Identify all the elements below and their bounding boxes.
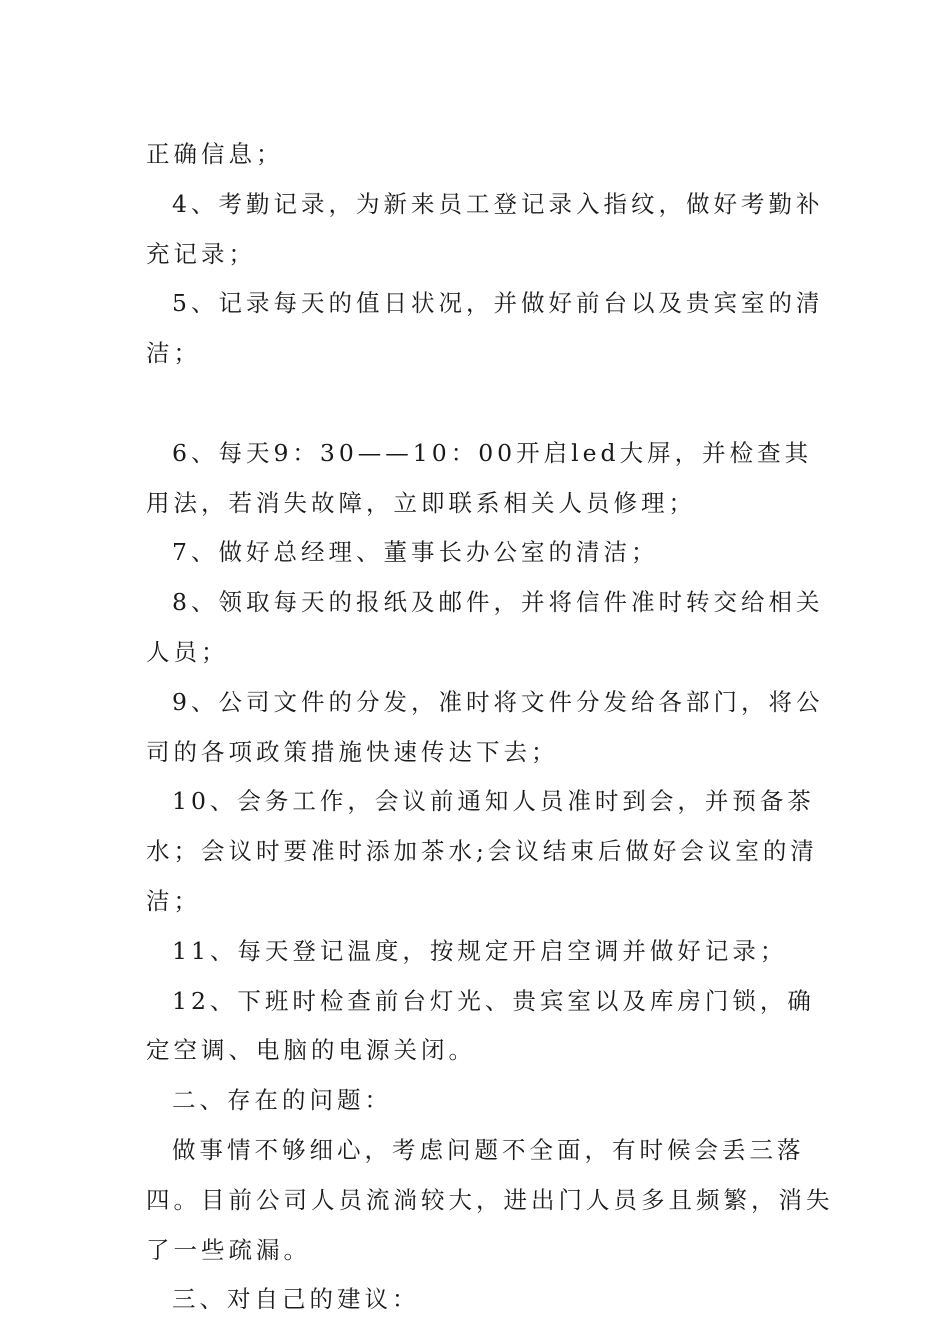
paragraph-continued-info: 正确信息； bbox=[146, 140, 284, 168]
paragraph-item-12: 12、下班时检查前台灯光、贵宾室以及库房门锁，确定空调、电脑的电源关闭。 bbox=[146, 986, 815, 1065]
section-heading-suggestions: 三、对自己的建议： bbox=[172, 1285, 420, 1314]
paragraph-spacer bbox=[146, 379, 836, 429]
paragraph-item-7: 7、做好总经理、董事长办公室的清洁； bbox=[172, 538, 659, 567]
paragraph-item-11: 11、每天登记温度，按规定开启空调并做好记录； bbox=[172, 936, 788, 965]
paragraph-item-9: 9、公司文件的分发，准时将文件分发给各部门，将公司的各项政策措施快速传达下去； bbox=[146, 687, 824, 766]
paragraph-item-10: 10、会务工作，会议前通知人员准时到会，并预备茶水；会议时要准时添加茶水;会议结束后做好会议室的清洁； bbox=[146, 787, 818, 915]
document-body bbox=[146, 130, 836, 1325]
paragraph-problems: 做事情不够细心，考虑问题不全面，有时候会丢三落四。目前公司人员流淌较大，进出门人员多且频繁，消失了一些疏漏。 bbox=[146, 1135, 834, 1264]
paragraph-item-4: 4、考勤记录，为新来员工登记录入指纹，做好考勤补充记录； bbox=[146, 189, 824, 268]
section-heading-problems: 二、存在的问题： bbox=[172, 1086, 392, 1115]
paragraph-item-6: 6、每天9：30——10：00开启led大屏，并检查其用法，若消失故障，立即联系相关人员修理； bbox=[146, 438, 813, 517]
paragraph-item-5: 5、记录每天的值日状况，并做好前台以及贵宾室的清洁； bbox=[146, 289, 824, 368]
paragraph-item-8: 8、领取每天的报纸及邮件，并将信件准时转交给相关人员； bbox=[146, 588, 824, 666]
